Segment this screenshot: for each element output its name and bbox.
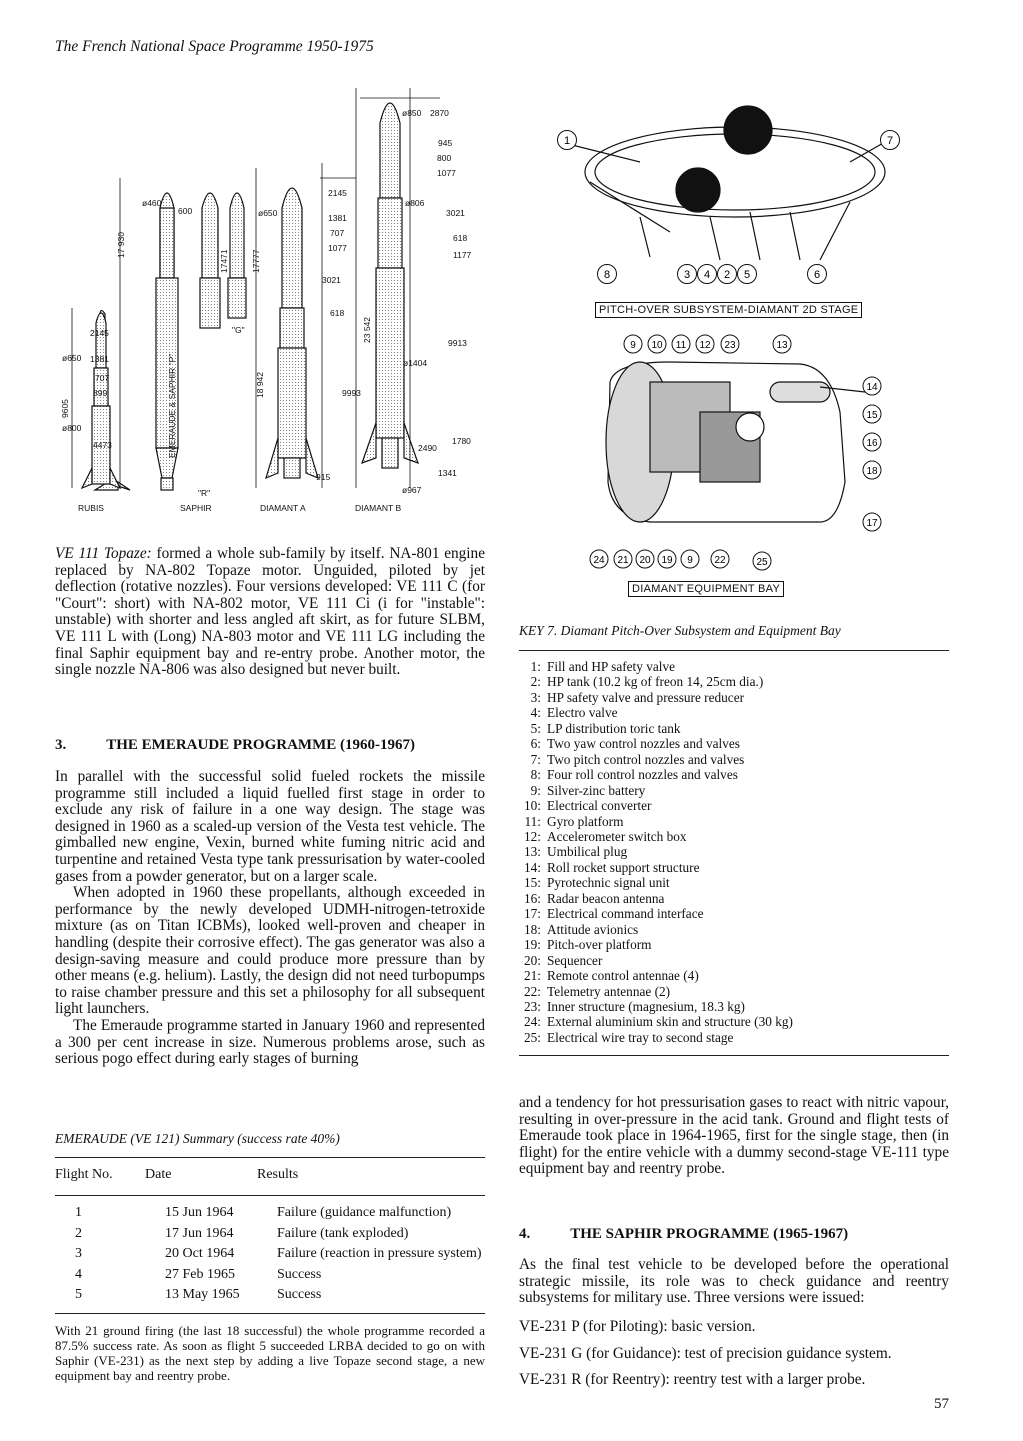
list-item xyxy=(505,891,935,906)
key-number: 4: xyxy=(530,705,541,721)
section-number: 4. xyxy=(519,1226,531,1242)
list-item xyxy=(505,674,935,689)
key-number: 15: xyxy=(524,875,541,891)
column-header: Results xyxy=(257,1167,299,1183)
section-title: THE SAPHIR PROGRAMME (1965-1967) xyxy=(570,1226,849,1242)
dimension-value: ø650 xyxy=(258,208,278,218)
dimension-value: 600 xyxy=(178,206,193,216)
table-cell: 5 xyxy=(75,1287,82,1303)
key-text: Silver-zinc battery xyxy=(547,782,646,798)
dimension-value: ø850 xyxy=(402,108,422,118)
key-text: Sequencer xyxy=(547,952,603,968)
callout-number: 15 xyxy=(866,410,878,421)
callout-number: 3 xyxy=(683,269,691,281)
key-text: HP safety valve and pressure reducer xyxy=(547,689,745,705)
dimension-value: 707 xyxy=(330,228,345,238)
key-text: Electro valve xyxy=(547,705,618,721)
callout-number: 19 xyxy=(661,555,673,566)
dimension-label: EMERAUDE & SAPHIR "P" xyxy=(167,353,177,458)
callout-number: 24 xyxy=(593,555,605,566)
key-rule-bottom xyxy=(519,1055,949,1056)
dimension-value: 4473 xyxy=(93,440,112,450)
version-line: VE-231 R (for Reentry): reentry test with a larger probe. xyxy=(519,1371,866,1388)
dimension-label: 9605 xyxy=(60,399,70,418)
callout-number: 25 xyxy=(756,557,768,568)
table-cell: 27 Feb 1965 xyxy=(165,1266,235,1282)
key-number: 8: xyxy=(530,767,541,783)
section-heading xyxy=(519,1226,848,1243)
dimension-value: 1381 xyxy=(328,213,347,223)
key-text: Electrical wire tray to second stage xyxy=(547,1029,734,1045)
key-number: 7: xyxy=(530,751,541,767)
dimension-value: ø1404 xyxy=(403,358,428,368)
dimension-value: ø650 xyxy=(62,353,82,363)
list-item xyxy=(505,690,935,705)
list-item xyxy=(505,844,935,859)
paragraph: When adopted in 1960 these propellants, although exceeded in performance by the newly developed UDMH-nitrogen-tetroxide mixture (as on Titan ICBMs), looked well-proven and cheaper in handling (despite their corrosive effect). The gas generator was also a design-saving measure and could produce more pressure than by other means (e.g. helium). Lastly, the design did not need turbopumps to raise chamber pressure and this set a philosophy for all subsequent light launchers. xyxy=(55,884,485,1018)
list-item xyxy=(505,937,935,952)
table-cell: 17 Jun 1964 xyxy=(165,1225,234,1241)
dimension-value: 1381 xyxy=(90,354,109,364)
table-cell: Failure (guidance malfunction) xyxy=(277,1205,452,1221)
dimension-value: 1341 xyxy=(438,468,457,478)
key-number: 23: xyxy=(524,998,541,1014)
callout-number: 23 xyxy=(724,340,736,351)
dimension-value: 915 xyxy=(316,472,331,482)
section3-body xyxy=(55,769,485,1068)
dimension-value: ø967 xyxy=(402,485,422,495)
callout-number: 20 xyxy=(639,555,651,566)
version-line: VE-231 P (for Piloting): basic version. xyxy=(519,1318,756,1335)
list-item xyxy=(505,752,935,767)
list-item xyxy=(505,798,935,813)
pitch-over-label: PITCH-OVER SUBSYSTEM-DIAMANT 2D STAGE xyxy=(595,302,862,318)
variant-mark: "G" xyxy=(232,325,245,335)
key-text: Telemetry antennae (2) xyxy=(547,983,671,999)
table-cell: Failure (tank exploded) xyxy=(277,1225,409,1241)
key-number: 14: xyxy=(524,859,541,875)
dimension-value: 2145 xyxy=(328,188,347,198)
dimension-value: ø800 xyxy=(62,423,82,433)
list-item xyxy=(505,705,935,720)
list-item xyxy=(505,922,935,937)
key-text: Umbilical plug xyxy=(547,844,628,860)
rocket-name: DIAMANT B xyxy=(355,503,402,513)
table-header-row xyxy=(55,1165,485,1186)
column-header: Date xyxy=(145,1167,172,1183)
key-text: Pitch-over platform xyxy=(547,937,652,953)
dimension-value: 2490 xyxy=(418,443,437,453)
table-cell: 20 Oct 1964 xyxy=(165,1246,235,1262)
key-list xyxy=(505,659,935,1045)
callout-number: 7 xyxy=(886,135,894,147)
callout-number: 6 xyxy=(813,269,821,281)
key-number: 13: xyxy=(524,844,541,860)
table-row xyxy=(55,1244,485,1265)
key-text: Fill and HP safety valve xyxy=(547,659,676,674)
key-text: Remote control antennae (4) xyxy=(547,968,699,984)
key-number: 3: xyxy=(530,689,541,705)
topaze-paragraph xyxy=(55,546,485,679)
key-text: Radar beacon antenna xyxy=(547,890,665,906)
list-item xyxy=(505,814,935,829)
list-item xyxy=(505,860,935,875)
list-item xyxy=(505,659,935,674)
key-text: Roll rocket support structure xyxy=(547,859,700,875)
table-row xyxy=(55,1265,485,1286)
dimension-value: 9913 xyxy=(448,338,467,348)
callout-number: 11 xyxy=(675,340,687,351)
paragraph: The Emeraude programme started in January 1960 and represented a 300 per cent increase in size. Numerous problems arose, such as serious pogo effect during early stages of burning xyxy=(55,1016,485,1068)
dimension-value: 899 xyxy=(93,388,108,398)
table-rule-bottom xyxy=(55,1313,485,1314)
key-number: 18: xyxy=(524,921,541,937)
key-number: 24: xyxy=(524,1014,541,1030)
list-item xyxy=(505,1014,935,1029)
key-text: External aluminium skin and structure (30 kg) xyxy=(547,1014,793,1030)
callout-number: 18 xyxy=(866,466,878,477)
key-text: Pyrotechnic signal unit xyxy=(547,875,670,891)
dimension-label: 17 930 xyxy=(116,232,126,258)
variant-mark: "R" xyxy=(198,488,211,498)
callout-number: 1 xyxy=(563,135,571,147)
continuation-paragraph: and a tendency for hot pressurisation gases to react with nitric vapour, resulting in over-pressure in the acid tank. Ground and flight tests of Emeraude took place in 1964-1965, first for the single stage, then (in flight) for the entire vehicle with a dummy second-stage VE-111 type equipment bay and reentry probe. xyxy=(519,1094,949,1178)
table-rule-top xyxy=(55,1157,485,1158)
key-number: 6: xyxy=(530,736,541,752)
dimension-label: 23 542 xyxy=(362,317,372,343)
dimension-value: 800 xyxy=(437,153,452,163)
callout-number: 22 xyxy=(714,555,726,566)
topaze-text: formed a whole sub-family by itself. NA-801 engine replaced by NA-802 Topaze motor. Unguided, piloted by jet deflection (rotative nozzles). Four versions developed: VE 111 C (for "Court": short) with NA-802 motor, VE 111 Ci (i for "instable": unstable) with shorter and less angled aft skirt, as for future SLBM, VE 111 L with (Long) NA-803 motor and VE 111 LG including the final Saphir equipment bay and re-entry probe. Another motor, the single nozzle NA-806 was also designed but never built. xyxy=(55,545,485,679)
dimension-value: 1077 xyxy=(437,168,456,178)
key-text: Accelerometer switch box xyxy=(547,828,687,844)
topaze-lead: VE 111 Topaze: xyxy=(55,545,152,562)
dimension-value: 9993 xyxy=(342,388,361,398)
running-head: The French National Space Programme 1950-1975 xyxy=(55,38,374,55)
list-item xyxy=(505,721,935,736)
key-text: Inner structure (magnesium, 18.3 kg) xyxy=(547,998,745,1014)
key-number: 21: xyxy=(524,968,541,984)
dimension-value: 618 xyxy=(453,233,468,243)
key-text: LP distribution toric tank xyxy=(547,720,681,736)
key-text: HP tank (10.2 kg of freon 14, 25cm dia.) xyxy=(547,674,764,690)
section-title: THE EMERAUDE PROGRAMME (1960-1967) xyxy=(106,737,415,753)
table-cell: 4 xyxy=(75,1266,82,1282)
key-number: 20: xyxy=(524,952,541,968)
key-number: 2: xyxy=(530,674,541,690)
dimension-label: 17777 xyxy=(251,249,261,273)
table-cell: 2 xyxy=(75,1225,82,1241)
callout-number: 21 xyxy=(617,555,629,566)
key-text: Electrical converter xyxy=(547,798,652,814)
list-item xyxy=(505,1030,935,1045)
pitch-over-figure xyxy=(520,82,900,592)
table-cell: 13 May 1965 xyxy=(165,1287,240,1303)
dimension-value: 1077 xyxy=(328,243,347,253)
table-row xyxy=(55,1203,485,1224)
dimension-label: 17471 xyxy=(219,249,229,273)
dimension-value: 618 xyxy=(330,308,345,318)
dimension-value: 707 xyxy=(95,373,110,383)
list-item xyxy=(505,736,935,751)
callout-number: 12 xyxy=(699,340,711,351)
key-number: 11: xyxy=(524,813,541,829)
table-cell: 3 xyxy=(75,1246,82,1262)
rocket-name: DIAMANT A xyxy=(260,503,306,513)
key-rule-top xyxy=(519,650,949,651)
rocket-comparison-figure xyxy=(60,78,500,518)
list-item xyxy=(505,906,935,921)
key-number: 1: xyxy=(530,659,541,674)
callout-number: 9 xyxy=(630,340,636,351)
rocket-drawing xyxy=(60,78,500,518)
list-item xyxy=(505,767,935,782)
key-text: Four roll control nozzles and valves xyxy=(547,767,738,783)
key-text: Electrical command interface xyxy=(547,906,704,922)
dimension-value: 3021 xyxy=(446,208,465,218)
rocket-name: RUBIS xyxy=(78,503,104,513)
callout-number: 9 xyxy=(687,555,693,566)
list-item xyxy=(505,999,935,1014)
key-number: 25: xyxy=(524,1029,541,1045)
key-text: Two yaw control nozzles and valves xyxy=(547,736,740,752)
page-number: 57 xyxy=(934,1396,949,1412)
callout-number: 2 xyxy=(723,269,731,281)
callout-number: 8 xyxy=(603,269,611,281)
key-text: Two pitch control nozzles and valves xyxy=(547,751,745,767)
callout-number: 10 xyxy=(651,340,663,351)
callout-number: 17 xyxy=(866,518,878,529)
list-item xyxy=(505,968,935,983)
section4-body: As the final test vehicle to be developed before the operational strategic missile, its role was to check guidance and reentry subsystems for military use. Three versions were issued: xyxy=(519,1256,949,1307)
paragraph: In parallel with the successful solid fueled rockets the missile programme still included a liquid fuelled first stage in order to exclude any risk of failure in a one way design. The stage was designed in 1960 as a scaled-up version of the Vesta test vehicle. The gimballed new engine, Vexin, burned white fuming nitric acid and turpentine and retained Vesta type tank pressurisation by water-cooled gases from a powder generator, but on a larger scale. xyxy=(55,768,485,885)
pitch-over-drawing xyxy=(520,82,900,592)
table-rule-header xyxy=(55,1195,485,1196)
callout-number: 13 xyxy=(776,340,788,351)
dimension-value: 3021 xyxy=(322,275,341,285)
list-item xyxy=(505,829,935,844)
dimension-value: 945 xyxy=(438,138,453,148)
version-line: VE-231 G (for Guidance): test of precision guidance system. xyxy=(519,1345,892,1362)
dimension-value: ø806 xyxy=(405,198,425,208)
table-note: With 21 ground firing (the last 18 successful) the whole programme recorded a 87.5% success rate. As soon as flight 5 succeeded LRBA decided to go on with Saphir (VE-231) as the next step by adding a live Topaze second stage, a new equipment bay and reentry probe. xyxy=(55,1323,485,1383)
dimension-value: 1177 xyxy=(453,250,472,260)
section-heading xyxy=(55,737,415,754)
list-item xyxy=(505,875,935,890)
key-number: 22: xyxy=(524,983,541,999)
emeraude-summary-table xyxy=(55,1165,485,1186)
table-cell: Success xyxy=(277,1287,322,1303)
dimension-value: ø460 xyxy=(142,198,162,208)
dimension-value: 2870 xyxy=(430,108,449,118)
dimension-label: 18 942 xyxy=(255,372,265,398)
key-number: 9: xyxy=(530,782,541,798)
callout-number: 14 xyxy=(866,382,878,393)
callout-number: 4 xyxy=(703,269,711,281)
table-cell: 1 xyxy=(75,1205,82,1221)
key-text: Gyro platform xyxy=(547,813,624,829)
callout-number: 5 xyxy=(743,269,751,281)
table-cell: Failure (reaction in pressure system) xyxy=(277,1246,482,1262)
emeraude-summary-rows xyxy=(55,1203,485,1306)
section-number: 3. xyxy=(55,737,67,753)
callout-number: 16 xyxy=(866,438,878,449)
key-caption: KEY 7. Diamant Pitch-Over Subsystem and Equipment Bay xyxy=(519,623,841,638)
list-item xyxy=(505,953,935,968)
key-number: 19: xyxy=(524,937,541,953)
key-text: Attitude avionics xyxy=(547,921,639,937)
table-caption: EMERAUDE (VE 121) Summary (success rate 40%) xyxy=(55,1131,340,1146)
table-cell: Success xyxy=(277,1266,322,1282)
table-row xyxy=(55,1224,485,1245)
equipment-bay-label: DIAMANT EQUIPMENT BAY xyxy=(628,581,784,597)
column-header: Flight No. xyxy=(55,1167,113,1183)
dimension-value: 1780 xyxy=(452,436,471,446)
list-item xyxy=(505,783,935,798)
table-row xyxy=(55,1285,485,1306)
table-cell: 15 Jun 1964 xyxy=(165,1205,234,1221)
dimension-value: 2145 xyxy=(90,328,109,338)
rocket-name: SAPHIR xyxy=(180,503,212,513)
key-number: 16: xyxy=(524,890,541,906)
key-number: 17: xyxy=(524,906,541,922)
list-item xyxy=(505,984,935,999)
key-number: 10: xyxy=(524,798,541,814)
key-number: 5: xyxy=(530,720,541,736)
key-number: 12: xyxy=(524,828,541,844)
